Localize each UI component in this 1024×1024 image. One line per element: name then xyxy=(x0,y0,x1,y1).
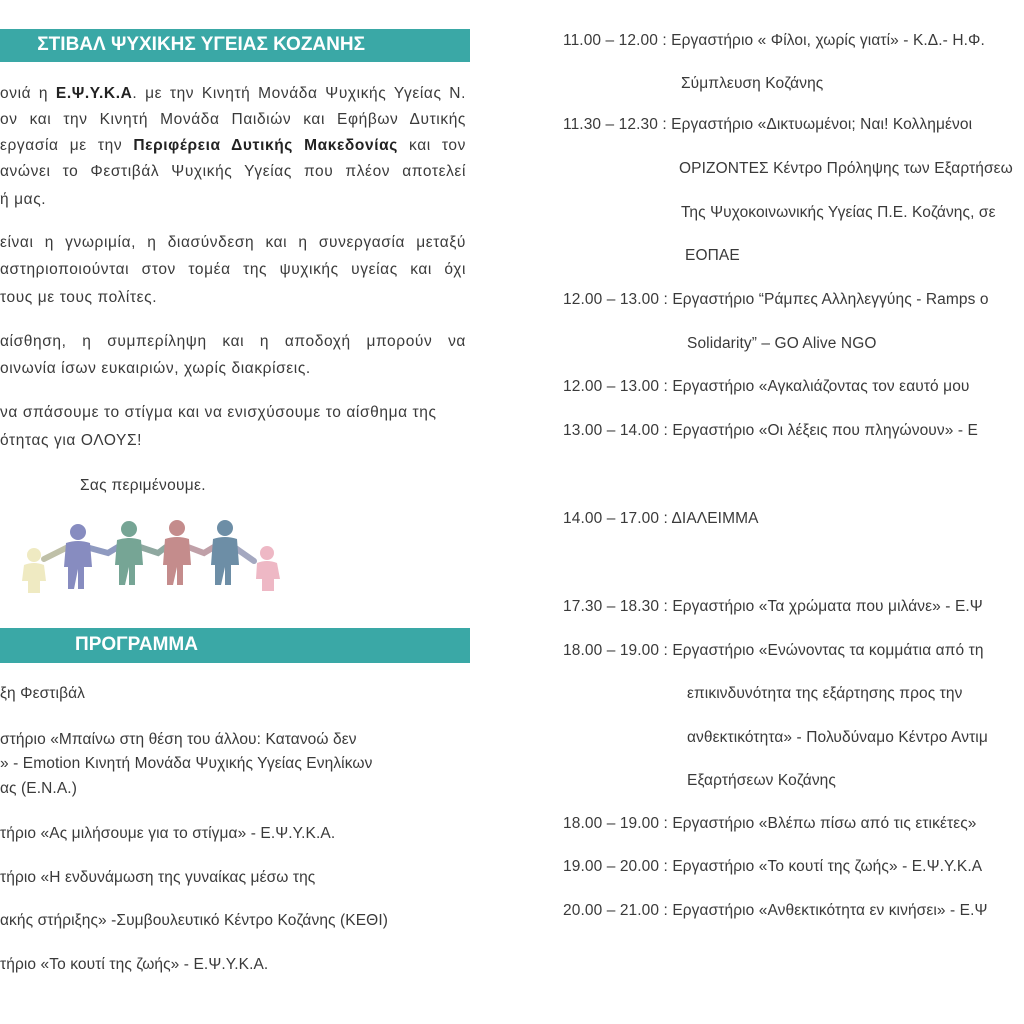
program-line: ας (Ε.Ν.Α.) xyxy=(0,780,77,797)
person-figure xyxy=(211,520,239,585)
schedule-line: 17.30 – 18.30 : Εργαστήριο «Τα χρώματα που μιλάνε» - Ε.Ψ xyxy=(563,598,983,615)
left-panel xyxy=(0,0,472,1024)
stigma-line: ότητας για ΟΛΟΥΣ! xyxy=(0,432,143,449)
program-line: ακής στήριξης» -Συμβουλευτικό Κέντρο Κοζάνης (ΚΕΘΙ) xyxy=(0,912,388,929)
person-figure xyxy=(115,521,143,585)
schedule-line: 14.00 – 17.00 : ΔΙΑΛΕΙΜΜΑ xyxy=(563,510,759,527)
program-line: τήριο «Το κουτί της ζωής» - Ε.Ψ.Υ.Κ.Α. xyxy=(0,956,269,973)
schedule-line: 18.00 – 19.00 : Εργαστήριο «Βλέπω πίσω από τις ετικέτες» xyxy=(563,815,977,832)
person-figure xyxy=(256,546,280,591)
program-line: » - Emotion Κινητή Μονάδα Ψυχικής Υγείας Ενηλίκων xyxy=(0,755,373,772)
person-figure xyxy=(22,548,46,593)
schedule-line: Εξαρτήσεων Κοζάνης xyxy=(687,772,836,789)
person-figure xyxy=(64,524,92,589)
schedule-line: 11.00 – 12.00 : Εργαστήριο « Φίλοι, χωρίς γιατί» - Κ.Δ.- Η.Φ. xyxy=(563,32,985,49)
goal-line: είναι η γνωριμία, η διασύνδεση και η συνεργασία μεταξύ xyxy=(0,234,466,251)
schedule-line: ΟΡΙΖΟΝΤΕΣ Κέντρο Πρόληψης των Εξαρτήσεω xyxy=(679,160,1013,177)
festival-title-banner xyxy=(0,29,470,62)
program-line: ξη Φεστιβάλ xyxy=(0,685,86,702)
goal-line: τους με τους πολίτες. xyxy=(0,289,158,306)
program-line: τήριο «Ας μιλήσουμε για το στίγμα» - Ε.Ψ.Υ.Κ.Α. xyxy=(0,825,336,842)
schedule-line: Της Ψυχοκοινωνικής Υγείας Π.Ε. Κοζάνης, σε xyxy=(681,204,996,221)
intro-line: ονιά η Ε.Ψ.Υ.Κ.Α. με την Κινητή Μονάδα Ψυχικής Υγείας Ν. xyxy=(0,85,466,102)
intro-line: ον και την Κινητή Μονάδα Παιδιών και Εφήβων Δυτικής xyxy=(0,111,466,128)
schedule-line: 13.00 – 14.00 : Εργαστήριο «Οι λέξεις που πληγώνουν» - Ε xyxy=(563,422,978,439)
schedule-line: 18.00 – 19.00 : Εργαστήριο «Ενώνοντας τα κομμάτια από τη xyxy=(563,642,984,659)
inclusion-line: αίσθηση, η συμπερίληψη και η αποδοχή μπορούν να xyxy=(0,333,466,350)
schedule-line: 20.00 – 21.00 : Εργαστήριο «Ανθεκτικότητα εν κινήσει» - Ε.Ψ xyxy=(563,902,988,919)
program-line: τήριο «Η ενδυνάμωση της γυναίκας μέσω της xyxy=(0,869,316,886)
closing-text: Σας περιμένουμε. xyxy=(80,477,206,494)
program-title: ΠΡΟΓΡΑΜΜΑ xyxy=(75,634,198,655)
schedule-line: επικινδυνότητα της εξάρτησης προς την xyxy=(687,685,963,702)
inclusion-line: οινωνία ίσων ευκαιριών, χωρίς διακρίσεις. xyxy=(0,360,311,377)
schedule-line: 12.00 – 13.00 : Εργαστήριο «Αγκαλιάζοντας τον εαυτό μου xyxy=(563,378,970,395)
schedule-line: 11.30 – 12.30 : Εργαστήριο «Δικτυωμένοι; Ναι! Κολλημένοι xyxy=(563,116,973,133)
people-chain-illustration xyxy=(8,515,298,595)
stigma-line: να σπάσουμε το στίγμα και να ενισχύσουμε το αίσθημα της xyxy=(0,404,437,421)
program-banner xyxy=(0,628,470,663)
right-panel xyxy=(472,0,1024,1024)
schedule-line: Solidarity” – GO Alive NGO xyxy=(687,335,877,352)
intro-line: ανώνει το Φεστιβάλ Ψυχικής Υγείας που πλέον αποτελεί xyxy=(0,163,466,180)
intro-line: ή μας. xyxy=(0,191,47,208)
goal-line: αστηριοποιούνται στον τομέα της ψυχικής υγείας και όχι xyxy=(0,261,466,278)
festival-title: ΣΤΙΒΑΛ ΨΥΧΙΚΗΣ ΥΓΕΙΑΣ ΚΟΖΑΝΗΣ xyxy=(37,34,365,55)
schedule-line: ανθεκτικότητα» - Πολυδύναμο Κέντρο Αντιμ xyxy=(687,729,988,746)
schedule-line: 12.00 – 13.00 : Εργαστήριο “Ράμπες Αλληλεγγύης - Ramps o xyxy=(563,291,989,308)
intro-line: εργασία με την Περιφέρεια Δυτικής Μακεδονίας και τον xyxy=(0,137,466,154)
program-line: στήριο «Μπαίνω στη θέση του άλλου: Κατανοώ δεν xyxy=(0,731,357,748)
schedule-line: Σύμπλευση Κοζάνης xyxy=(681,75,824,92)
schedule-line: ΕΟΠΑΕ xyxy=(685,247,740,264)
schedule-line: 19.00 – 20.00 : Εργαστήριο «Το κουτί της ζωής» - Ε.Ψ.Υ.Κ.Α xyxy=(563,858,983,875)
person-figure xyxy=(163,520,191,585)
